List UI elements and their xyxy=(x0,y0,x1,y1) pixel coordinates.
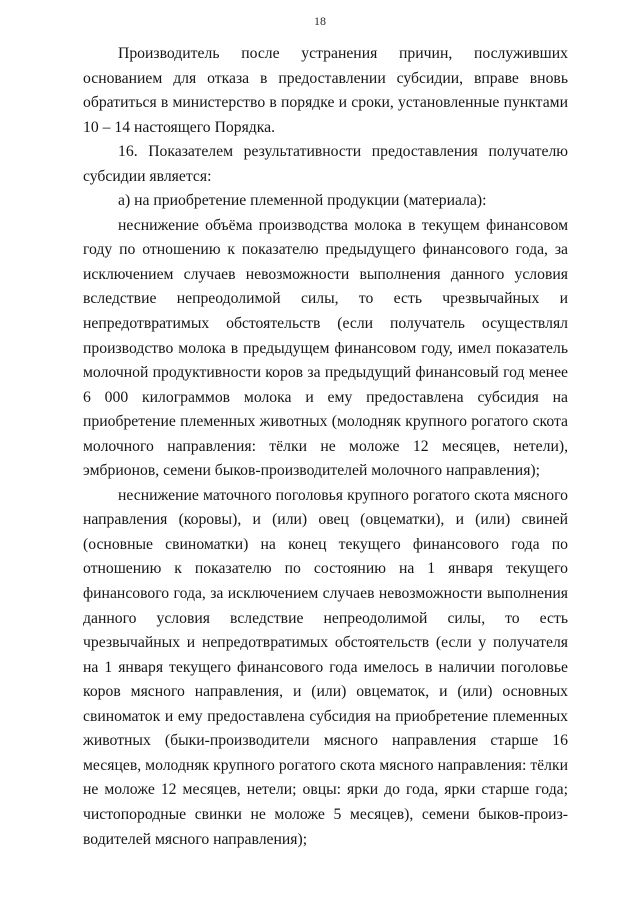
paragraph-milk-production: неснижение объёма производства молока в текущем финансовом году по отношению к показателю предыдущего финансового года, за исключением случаев невозможности выполнения данного условия вследствие непреодолимой силы, то есть чрезвычайных и непредотвратимых обстоятельств (если получатель осуществлял производство молока в предыдущем финансовом году, имел показатель молочной продуктивности коров за предыдущий финансовый год менее 6 000 килограммов молока и ему предоставлена субсидия на приобретение племенных животных (молодняк крупного рогатого скота молочного направления: тёлки не моложе 12 месяцев, нетели), эмбрионов, семени быков-производителей молочного направления); xyxy=(83,216,568,480)
document-body xyxy=(83,42,568,852)
paragraph-breeding-products: а) на приобретение племенной продукции (материала): xyxy=(118,192,487,210)
paragraph-performance-indicator: 16. Показателем результативности предоставления получателю субсидии является: xyxy=(83,143,568,185)
paragraph-resubmission: Производитель после устранения причин, послуживших основанием для отказа в предоставлении субсидии, вправе вновь обратиться в министерство в порядке и сроки, установленные пунктами 10 – 14 настоящего Порядка. xyxy=(83,45,568,136)
page-number: 18 xyxy=(314,14,326,28)
paragraph-livestock-population: неснижение маточного поголовья крупного рогатого скота мясного направления (коровы), и (или) овец (овцематки), и (или) свиней (основные свиноматки) на конец текущего финансового года по отношению к показателю по состоянию на 1 января текущего финансового года, за исключением случаев невозможности выполнения данного условия вследствие непреодолимой силы, то есть чрезвычайных и непредотвратимых обстоятельств (если у получателя на 1 января текущего финансового года имелось в наличии поголовье коров мясного направления, и (или) овцематок, и (или) основных свиноматок и ему предоставлена субсидия на приобретение племенных животных (быки-производители мясного направления старше 16 месяцев, молодняк крупного рогатого скота мясного направления: тёлки не моложе 12 месяцев, нетели; овцы: ярки до года, ярки старше года; чистопородные свинки не моложе 5 месяцев), семени быков-производителей мясного направления); xyxy=(83,486,568,848)
